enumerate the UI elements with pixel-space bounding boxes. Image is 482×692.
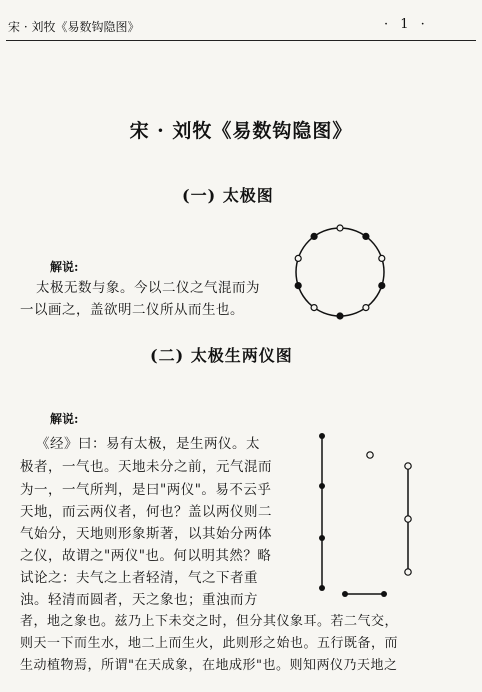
black-dot: [319, 585, 325, 591]
taiji-circle-of-dots: [295, 225, 385, 319]
section2-line: 极者，一气也。天地未分之前，元气混而: [20, 459, 272, 475]
black-dot: [337, 313, 343, 319]
section2-line: 气始分，天地则形象斯著，以其始分两体: [20, 526, 272, 542]
section-heading-taiji: (一) 太极图: [182, 186, 274, 205]
section2-line: 则天一下而生水，地二上而生火，此则形之始也。五行既备，而: [20, 636, 399, 651]
section2-line: 为一，一气所判，是曰"两仪"。易不云乎: [20, 482, 272, 498]
section2-line: 《经》曰：易有太极，是生两仪。太: [36, 436, 260, 452]
section1-label: 解说:: [50, 260, 79, 274]
black-dot: [319, 535, 325, 541]
white-dot: [379, 255, 385, 261]
black-dot: [295, 283, 301, 289]
white-dot: [405, 516, 411, 522]
page-number: · 1 ·: [384, 17, 429, 32]
white-dot: [311, 305, 317, 311]
white-dot: [363, 305, 369, 311]
section-heading-liangyi: (二) 太极生两仪图: [150, 346, 293, 365]
white-dot: [295, 255, 301, 261]
section2-line: 浊。轻清而圆者，天之象也；重浊而方: [20, 592, 258, 608]
white-dot: [337, 225, 343, 231]
black-dot: [342, 591, 348, 597]
black-dot: [311, 233, 317, 239]
section1-line: 一以画之，盖欲明二仪所从而生也。: [20, 302, 244, 318]
black-dot: [319, 483, 325, 489]
black-dot: [363, 233, 369, 239]
white-dot: [405, 569, 411, 575]
black-dot: [319, 433, 325, 439]
black-dot: [381, 591, 387, 597]
page-title: 宋 · 刘牧《易数钩隐图》: [129, 120, 353, 142]
section2-line: 之仪，故谓之"两仪"也。何以明其然？略: [20, 548, 272, 564]
black-dot: [379, 283, 385, 289]
white-dot: [367, 452, 373, 458]
liangyi-diagram: [319, 433, 411, 597]
running-title: 宋 · 刘牧《易数钩隐图》: [8, 20, 140, 34]
taiji-ring: [296, 228, 384, 316]
section2-line: 天地，而云两仪者，何也？盖以两仪则二: [20, 504, 272, 520]
section2-line: 生动植物焉，所谓"在天成象，在地成形"也。则知两仪乃天地之: [20, 658, 398, 673]
section1-line: 太极无数与象。今以二仪之气混而为: [36, 280, 260, 296]
section2-label: 解说:: [50, 412, 79, 426]
section2-line: 试论之：夫气之上者轻清，气之下者重: [20, 570, 258, 586]
white-dot: [405, 463, 411, 469]
section2-line: 者，地之象也。兹乃上下未交之时，但分其仪象耳。若二气交，: [20, 614, 399, 629]
